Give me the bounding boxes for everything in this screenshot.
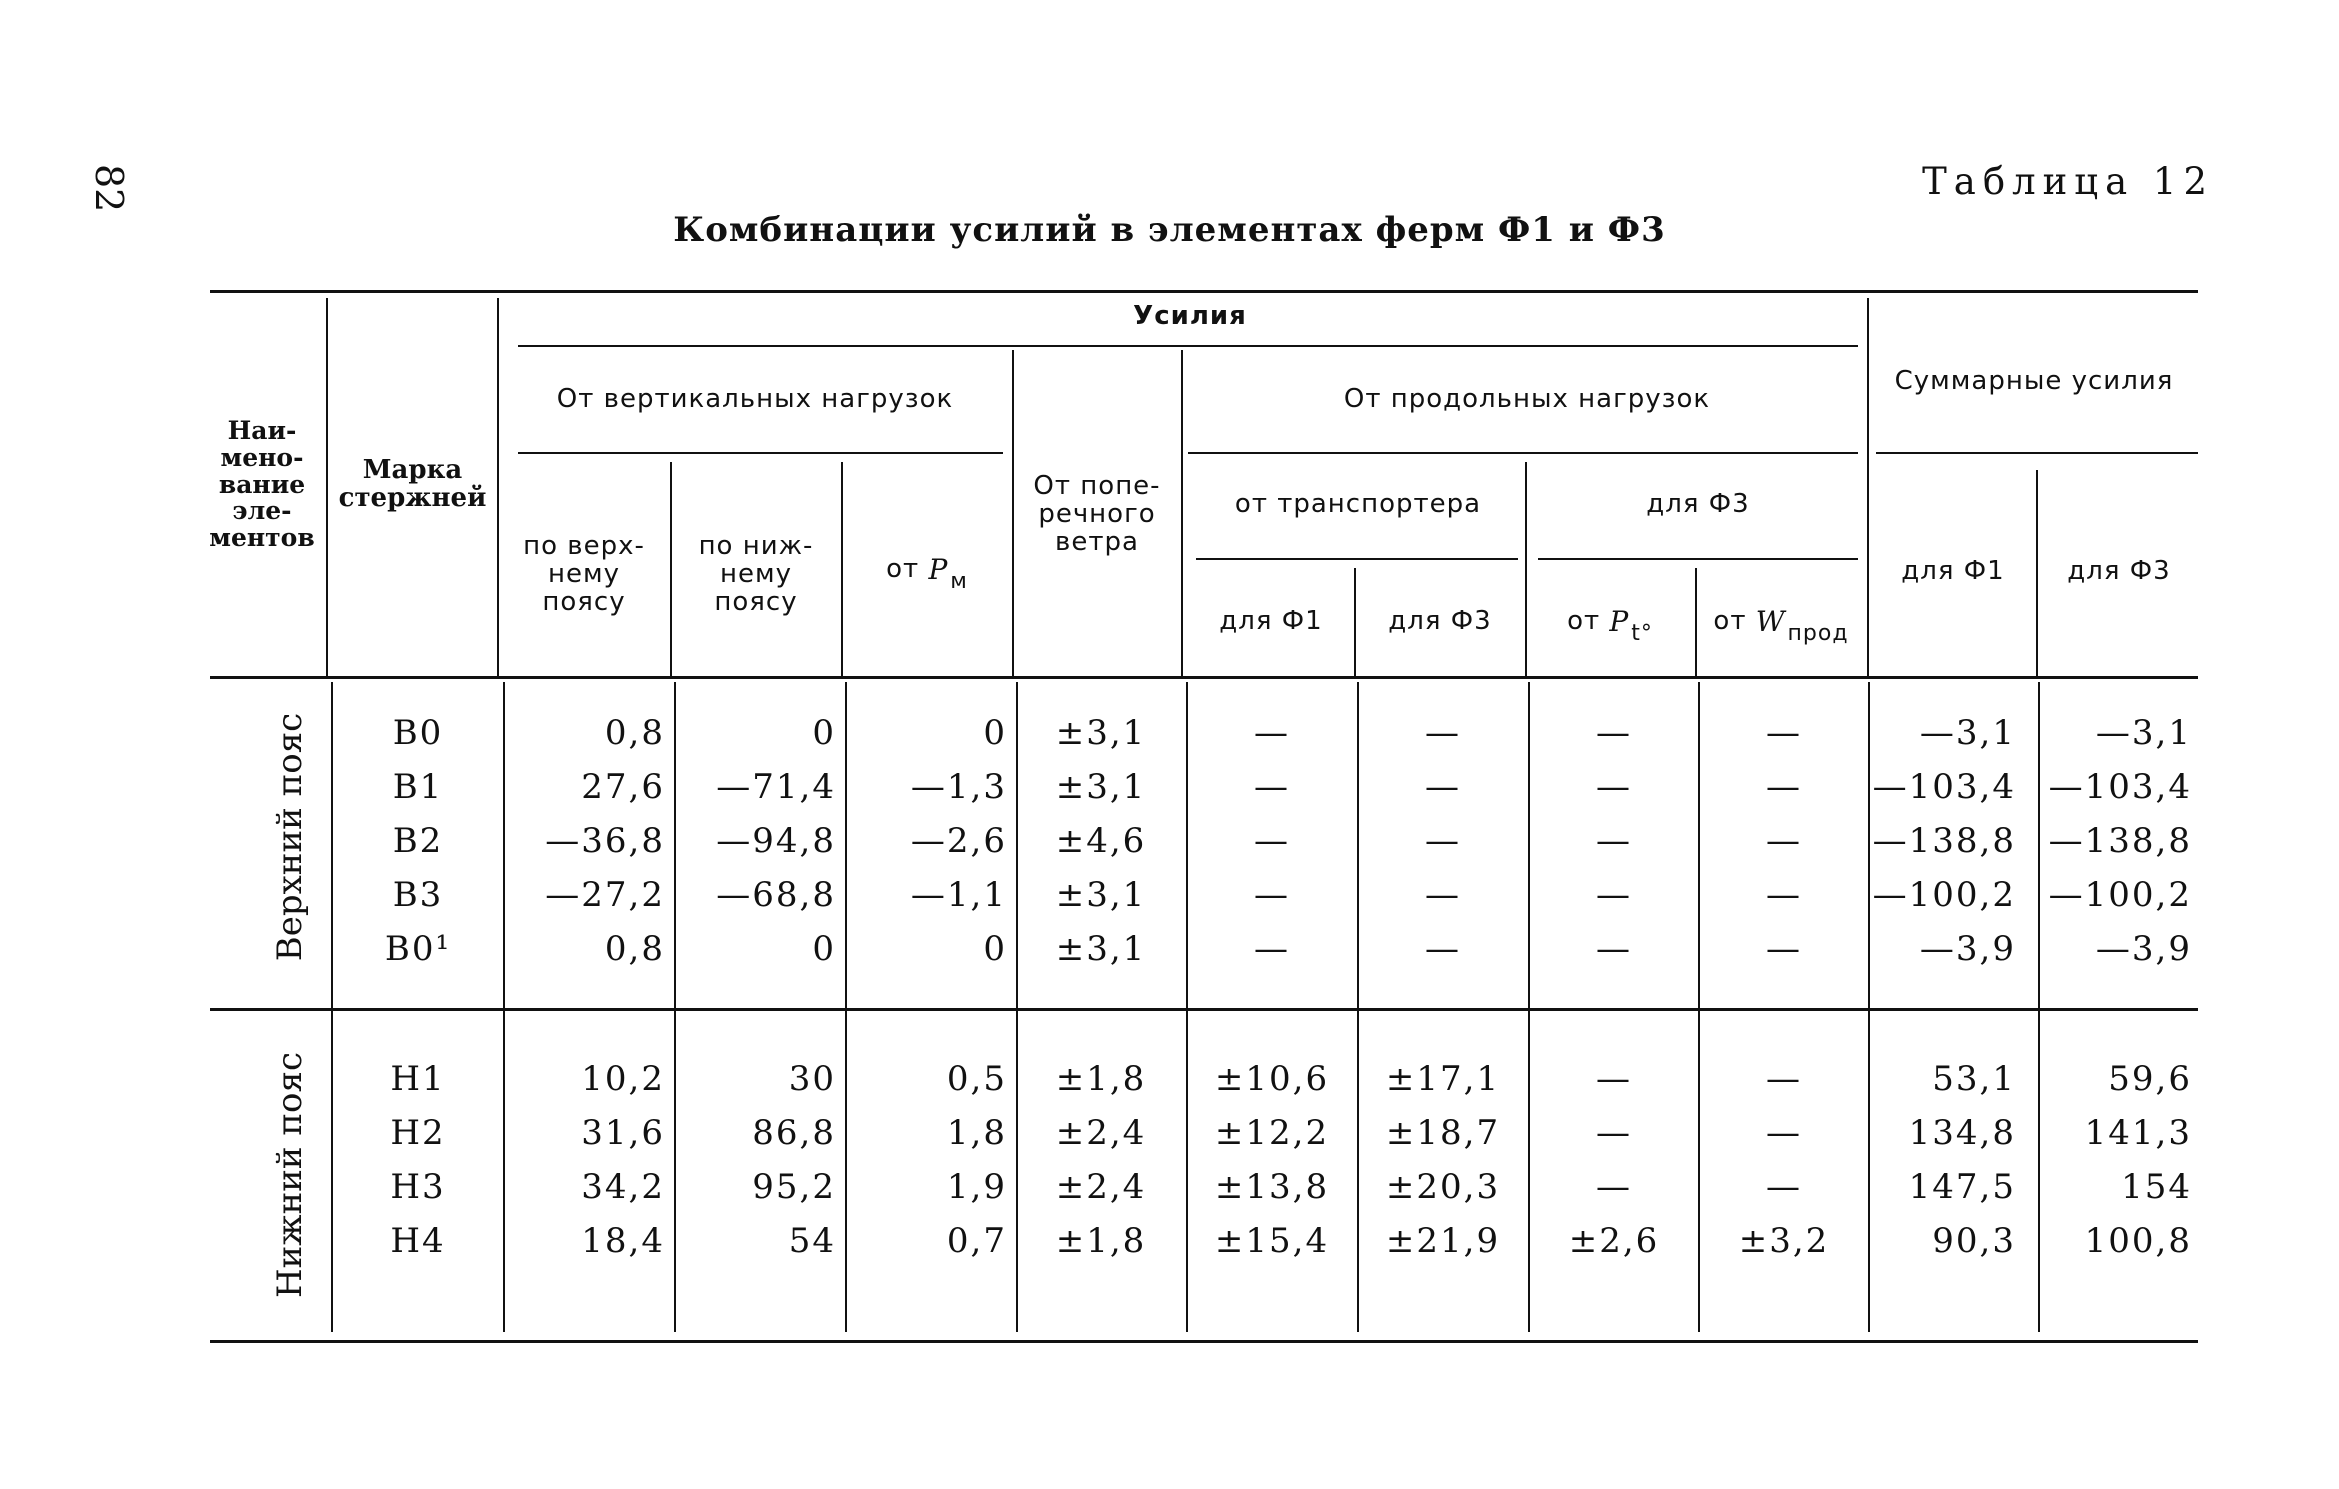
cell-pt: ±2,6 — [1568, 1221, 1660, 1261]
cell-pm: 1,8 — [946, 1113, 1007, 1153]
header-bar-mark: Марка стержней — [338, 455, 487, 513]
cell-sum-f1: —138,8 — [1872, 821, 2016, 861]
cell-conv-f3: — — [1425, 821, 1461, 861]
cell-pt: — — [1596, 1059, 1632, 1099]
cell-lower: —68,8 — [716, 875, 836, 915]
table-row — [0, 1160, 2339, 1214]
cell-sum-f3: —100,2 — [2048, 875, 2192, 915]
cell-conv-f1: ±10,6 — [1214, 1059, 1330, 1099]
cell-pm: 0,5 — [946, 1059, 1007, 1099]
from-pm-symbol: P — [928, 553, 949, 587]
cell-sum-f3: —103,4 — [2048, 767, 2192, 807]
table-row — [0, 760, 2339, 814]
cell-sum-f3: —3,9 — [2095, 929, 2192, 969]
page-number: 82 — [87, 164, 131, 213]
from-w-symbol: W — [1755, 605, 1786, 639]
from-pt-prefix: от — [1567, 606, 1601, 637]
cell-lower: 0 — [812, 929, 836, 969]
cell-lower: —94,8 — [716, 821, 836, 861]
from-w-prefix: от — [1713, 606, 1747, 637]
cell-conv-f1: — — [1254, 767, 1290, 807]
cell-conv-f3: ±18,7 — [1385, 1113, 1501, 1153]
header-conveyor-f3: для Ф3 — [1388, 606, 1492, 637]
cell-sum-f3: 154 — [2121, 1167, 2192, 1207]
cell-conv-f3: — — [1425, 929, 1461, 969]
from-pt-symbol: P — [1609, 605, 1630, 639]
cell-conv-f3: — — [1425, 875, 1461, 915]
cell-sum-f1: 134,8 — [1908, 1113, 2016, 1153]
cell-conv-f1: — — [1254, 713, 1290, 753]
cell-w: — — [1766, 1167, 1802, 1207]
cell-lower: 86,8 — [752, 1113, 836, 1153]
header-vertical-loads: От вертикальных нагрузок — [556, 384, 954, 415]
cell-mark: В1 — [392, 767, 444, 807]
header-from-conveyor: от транспортера — [1234, 489, 1482, 520]
cell-lower: 95,2 — [752, 1167, 836, 1207]
cell-wind: ±1,8 — [1055, 1221, 1147, 1261]
cell-pt: — — [1596, 767, 1632, 807]
cell-upper: 34,2 — [581, 1167, 665, 1207]
cell-pm: 0 — [983, 713, 1007, 753]
cell-upper: 18,4 — [581, 1221, 665, 1261]
cell-upper: 0,8 — [604, 713, 665, 753]
header-vrule — [2036, 470, 2038, 676]
cell-mark: В0¹ — [384, 929, 452, 969]
header-total-forces: Суммарные усилия — [1894, 366, 2174, 397]
cell-upper: 0,8 — [604, 929, 665, 969]
cell-wind: ±3,1 — [1055, 767, 1147, 807]
table-label: Таблица 12 — [1922, 160, 2214, 203]
cell-sum-f1: —103,4 — [1872, 767, 2016, 807]
cell-sum-f1: —100,2 — [1872, 875, 2016, 915]
header-vrule — [326, 298, 328, 676]
cell-wind: ±4,6 — [1055, 821, 1147, 861]
header-for-f3: для Ф3 — [1646, 489, 1750, 520]
cell-sum-f1: 90,3 — [1932, 1221, 2016, 1261]
cell-pt: — — [1596, 1113, 1632, 1153]
table-row — [0, 1106, 2339, 1160]
cell-conv-f3: ±20,3 — [1385, 1167, 1501, 1207]
conveyor-underline — [1196, 558, 1518, 560]
cell-upper: —27,2 — [545, 875, 665, 915]
cell-w: — — [1766, 929, 1802, 969]
cell-pm: —2,6 — [910, 821, 1007, 861]
cell-wind: ±2,4 — [1055, 1167, 1147, 1207]
cell-pt: — — [1596, 821, 1632, 861]
from-pt-sub: t° — [1631, 621, 1653, 647]
header-upper-chord: по верх- нему поясу — [523, 531, 645, 617]
from-w-sub: прод — [1787, 621, 1849, 647]
longitudinal-loads-underline — [1188, 452, 1858, 454]
header-vrule — [497, 298, 499, 676]
group-label-lower-chord: Нижний пояс — [270, 1052, 310, 1299]
cell-wind: ±2,4 — [1055, 1113, 1147, 1153]
cell-mark: Н1 — [390, 1059, 446, 1099]
table-row — [0, 1052, 2339, 1106]
cell-sum-f1: —3,9 — [1919, 929, 2016, 969]
cell-w: — — [1766, 821, 1802, 861]
cell-sum-f1: 147,5 — [1908, 1167, 2016, 1207]
header-forces: Усилия — [1133, 301, 1247, 332]
cell-pt: — — [1596, 713, 1632, 753]
cell-sum-f3: —3,1 — [2095, 713, 2192, 753]
cell-w: — — [1766, 1059, 1802, 1099]
cell-wind: ±3,1 — [1055, 713, 1147, 753]
cell-wind: ±3,1 — [1055, 929, 1147, 969]
bottom-rule — [210, 1340, 2198, 1343]
cell-conv-f3: — — [1425, 713, 1461, 753]
header-vrule — [1181, 350, 1183, 676]
from-pm-sub: м — [950, 569, 968, 595]
cell-sum-f1: 53,1 — [1932, 1059, 2016, 1099]
cell-upper: 10,2 — [581, 1059, 665, 1099]
header-vrule — [1867, 298, 1869, 676]
cell-pm: —1,3 — [910, 767, 1007, 807]
total-forces-underline — [1876, 452, 2198, 454]
cell-pm: 0 — [983, 929, 1007, 969]
table-row — [0, 706, 2339, 760]
cell-mark: В2 — [392, 821, 444, 861]
cell-lower: 54 — [788, 1221, 836, 1261]
cell-conv-f3: — — [1425, 767, 1461, 807]
header-from-w — [1697, 590, 1865, 654]
header-from-pm — [843, 520, 1011, 620]
header-element-name: Наи- мено- вание эле- ментов — [209, 416, 315, 553]
cell-upper: 27,6 — [581, 767, 665, 807]
group-divider-rule — [210, 1008, 2198, 1011]
cell-mark: В0 — [392, 713, 444, 753]
table-row — [0, 868, 2339, 922]
cell-sum-f3: —138,8 — [2048, 821, 2192, 861]
cell-conv-f3: ±21,9 — [1385, 1221, 1501, 1261]
top-rule — [210, 290, 2198, 293]
cell-pm: 0,7 — [946, 1221, 1007, 1261]
cell-w: — — [1766, 1113, 1802, 1153]
from-pm-prefix: от — [886, 554, 920, 585]
cell-sum-f3: 59,6 — [2108, 1059, 2192, 1099]
header-lower-chord: по ниж- нему поясу — [698, 531, 814, 617]
forces-underline — [518, 345, 1858, 347]
cell-lower: 30 — [788, 1059, 836, 1099]
header-longitudinal-loads: От продольных нагрузок — [1343, 384, 1711, 415]
header-bottom-rule — [210, 676, 2198, 679]
table-row — [0, 922, 2339, 976]
cell-w: — — [1766, 713, 1802, 753]
cell-upper: 31,6 — [581, 1113, 665, 1153]
cell-mark: Н3 — [390, 1167, 446, 1207]
cell-upper: —36,8 — [545, 821, 665, 861]
cell-mark: Н4 — [390, 1221, 446, 1261]
header-total-f3: для Ф3 — [2067, 556, 2171, 587]
cell-pm: 1,9 — [946, 1167, 1007, 1207]
header-conveyor-f1: для Ф1 — [1219, 606, 1323, 637]
header-total-f1: для Ф1 — [1901, 556, 2005, 587]
cell-conv-f1: ±13,8 — [1214, 1167, 1330, 1207]
cell-wind: ±1,8 — [1055, 1059, 1147, 1099]
cell-sum-f3: 141,3 — [2084, 1113, 2192, 1153]
cell-conv-f1: — — [1254, 821, 1290, 861]
cell-wind: ±3,1 — [1055, 875, 1147, 915]
cell-conv-f1: — — [1254, 875, 1290, 915]
table-row — [0, 1214, 2339, 1268]
cell-conv-f3: ±17,1 — [1385, 1059, 1501, 1099]
cell-sum-f1: —3,1 — [1919, 713, 2016, 753]
cell-w: — — [1766, 767, 1802, 807]
header-from-pt — [1527, 590, 1693, 654]
cell-mark: Н2 — [390, 1113, 446, 1153]
cell-conv-f1: ±12,2 — [1214, 1113, 1330, 1153]
cell-pm: —1,1 — [910, 875, 1007, 915]
cell-conv-f1: — — [1254, 929, 1290, 969]
vertical-loads-underline — [518, 452, 1003, 454]
cell-pt: — — [1596, 875, 1632, 915]
for-f3-underline — [1538, 558, 1858, 560]
cell-mark: В3 — [392, 875, 444, 915]
header-vrule — [1354, 568, 1356, 676]
cell-w: ±3,2 — [1738, 1221, 1830, 1261]
cell-pt: — — [1596, 1167, 1632, 1207]
table-row — [0, 814, 2339, 868]
header-cross-wind: От попе- речного ветра — [1033, 471, 1161, 557]
cell-lower: 0 — [812, 713, 836, 753]
cell-w: — — [1766, 875, 1802, 915]
cell-conv-f1: ±15,4 — [1214, 1221, 1330, 1261]
cell-sum-f3: 100,8 — [2084, 1221, 2192, 1261]
cell-pt: — — [1596, 929, 1632, 969]
cell-lower: —71,4 — [716, 767, 836, 807]
group-label-upper-chord: Верхний пояс — [270, 712, 310, 962]
table-title: Комбинации усилий в элементах ферм Ф1 и Ф3 — [673, 210, 1666, 250]
